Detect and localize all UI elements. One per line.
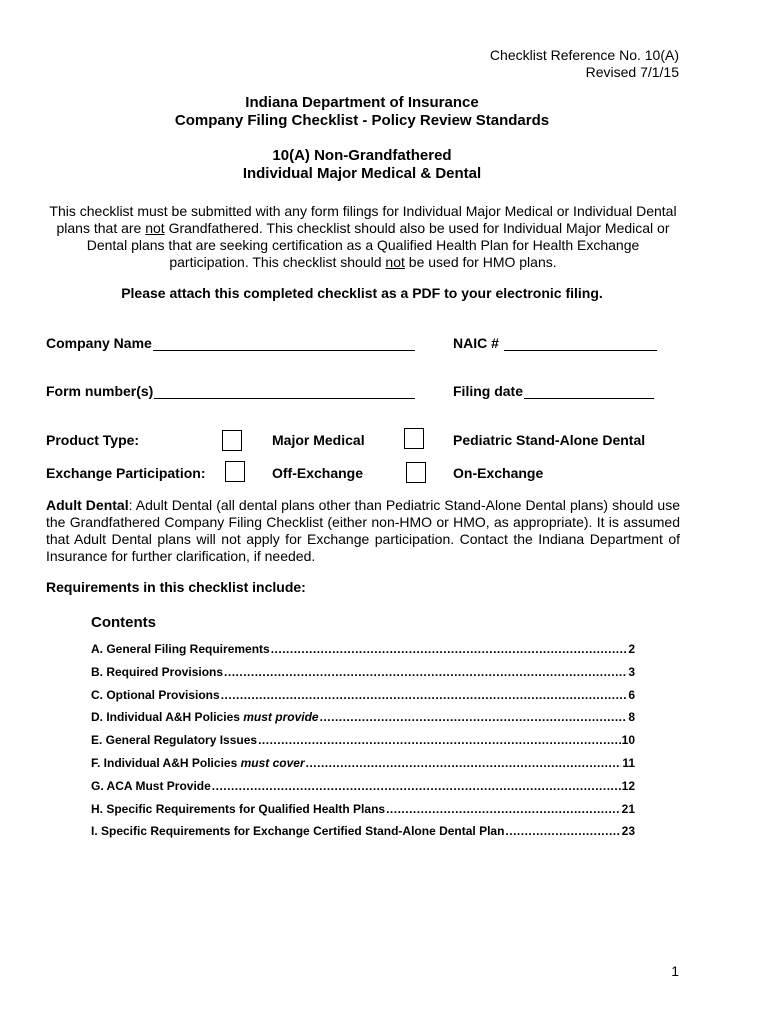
intro-text-2: Grandfathered. This checklist should also be used for Individual Major Medical or Dental plans that are seeking certification as a Qualified Health Plan for Health Exchange participation. This checklist should bbox=[86, 220, 670, 270]
toc-leader bbox=[224, 664, 627, 680]
toc-page: 21 bbox=[621, 801, 635, 816]
toc-leader bbox=[386, 801, 621, 817]
intro-not-1: not bbox=[145, 220, 165, 236]
toc-label: G. ACA Must Provide bbox=[91, 778, 211, 793]
naic-label: NAIC # bbox=[453, 335, 499, 351]
company-name-label: Company Name bbox=[46, 335, 152, 351]
toc-item-regulatory-issues[interactable] bbox=[91, 732, 635, 755]
toc-item-must-provide[interactable] bbox=[91, 709, 635, 732]
major-medical-label: Major Medical bbox=[272, 432, 365, 448]
product-type-label: Product Type: bbox=[46, 432, 140, 448]
major-medical-checkbox[interactable] bbox=[222, 430, 242, 451]
on-exchange-checkbox[interactable] bbox=[406, 462, 426, 483]
toc-label: E. General Regulatory Issues bbox=[91, 733, 258, 748]
filing-date-label: Filing date bbox=[453, 383, 523, 399]
toc-label: F. Individual A&H Policies must cover bbox=[91, 755, 305, 770]
subtitle-plan-type: Individual Major Medical & Dental bbox=[242, 165, 482, 182]
attach-instruction: Please attach this completed checklist as a PDF to your electronic filing. bbox=[121, 285, 603, 301]
toc-item-required-provisions[interactable] bbox=[91, 664, 635, 687]
toc-page: 11 bbox=[622, 755, 635, 770]
intro-text-3: be used for HMO plans. bbox=[404, 254, 557, 270]
checklist-reference bbox=[490, 47, 679, 81]
toc-label: I. Specific Requirements for Exchange Certified Stand-Alone Dental Plan bbox=[91, 824, 505, 839]
adult-dental-lead: Adult Dental bbox=[46, 497, 129, 513]
toc-page: 12 bbox=[621, 778, 635, 793]
toc-page: 8 bbox=[628, 710, 635, 725]
toc-page: 23 bbox=[621, 824, 635, 839]
naic-input[interactable] bbox=[504, 336, 657, 351]
toc-page: 2 bbox=[628, 642, 635, 656]
table-of-contents bbox=[91, 641, 635, 846]
exchange-participation-label: Exchange Participation: bbox=[46, 465, 206, 481]
page-number: 1 bbox=[671, 963, 679, 979]
toc-page: 6 bbox=[628, 687, 635, 702]
intro-paragraph bbox=[46, 203, 680, 271]
intro-not-2: not bbox=[385, 254, 405, 270]
toc-leader bbox=[505, 823, 620, 839]
subtitle-category: 10(A) Non-Grandfathered bbox=[272, 147, 452, 164]
filing-date-input[interactable] bbox=[524, 384, 654, 399]
company-name-field bbox=[46, 335, 415, 351]
pediatric-dental-label: Pediatric Stand-Alone Dental bbox=[453, 432, 646, 448]
intro-text-1: This checklist must be submitted with any form filings for Individual Major Medical or Individual Dental plans that are bbox=[49, 203, 677, 236]
reference-number: Checklist Reference No. 10(A) bbox=[489, 47, 679, 63]
toc-item-stand-alone-dental[interactable] bbox=[91, 823, 635, 846]
toc-item-qualified-health-plans[interactable] bbox=[91, 801, 635, 824]
form-numbers-field bbox=[46, 383, 415, 399]
pediatric-dental-checkbox[interactable] bbox=[404, 428, 424, 449]
document-subtitle bbox=[0, 147, 724, 183]
filing-date-field bbox=[453, 383, 654, 399]
toc-item-optional-provisions[interactable] bbox=[91, 687, 635, 710]
revised-date: Revised 7/1/15 bbox=[585, 64, 679, 80]
requirements-heading: Requirements in this checklist include: bbox=[46, 579, 306, 595]
toc-label: D. Individual A&H Policies must provide bbox=[91, 710, 319, 725]
off-exchange-checkbox[interactable] bbox=[225, 461, 245, 482]
toc-item-aca-must-provide[interactable] bbox=[91, 778, 635, 801]
off-exchange-label: Off-Exchange bbox=[272, 465, 364, 481]
title-department: Indiana Department of Insurance bbox=[245, 94, 479, 111]
form-numbers-label: Form number(s) bbox=[46, 383, 154, 399]
contents-title: Contents bbox=[91, 614, 156, 631]
toc-item-must-cover[interactable] bbox=[91, 755, 635, 778]
toc-label: C. Optional Provisions bbox=[91, 687, 220, 702]
toc-leader bbox=[221, 687, 628, 703]
toc-page: 3 bbox=[628, 664, 635, 679]
toc-leader bbox=[212, 778, 621, 794]
form-numbers-input[interactable] bbox=[154, 384, 415, 399]
document-title bbox=[0, 94, 724, 130]
toc-leader bbox=[320, 709, 628, 725]
toc-label: A. General Filing Requirements bbox=[91, 642, 270, 656]
adult-dental-note bbox=[46, 497, 680, 565]
toc-item-general-filing[interactable] bbox=[91, 641, 635, 664]
on-exchange-label: On-Exchange bbox=[453, 465, 544, 481]
toc-page: 10 bbox=[621, 733, 635, 748]
toc-leader bbox=[258, 732, 621, 748]
toc-leader bbox=[271, 641, 628, 657]
title-checklist: Company Filing Checklist - Policy Review Standards bbox=[174, 112, 550, 129]
company-name-input[interactable] bbox=[153, 336, 415, 351]
toc-leader bbox=[306, 755, 622, 771]
toc-label: H. Specific Requirements for Qualified Health Plans bbox=[91, 801, 386, 816]
toc-label: B. Required Provisions bbox=[91, 664, 224, 679]
naic-field bbox=[453, 335, 657, 351]
adult-dental-text: : Adult Dental (all dental plans other than Pediatric Stand-Alone Dental plans) should use the Grandfathered Company Filing Checklist (either non-HMO or HMO, as appropriate). It is assumed that Adult Dental plans will not apply for Exchange participation. Contact the Indiana Department of Insurance for further clarification, if needed. bbox=[46, 497, 680, 564]
